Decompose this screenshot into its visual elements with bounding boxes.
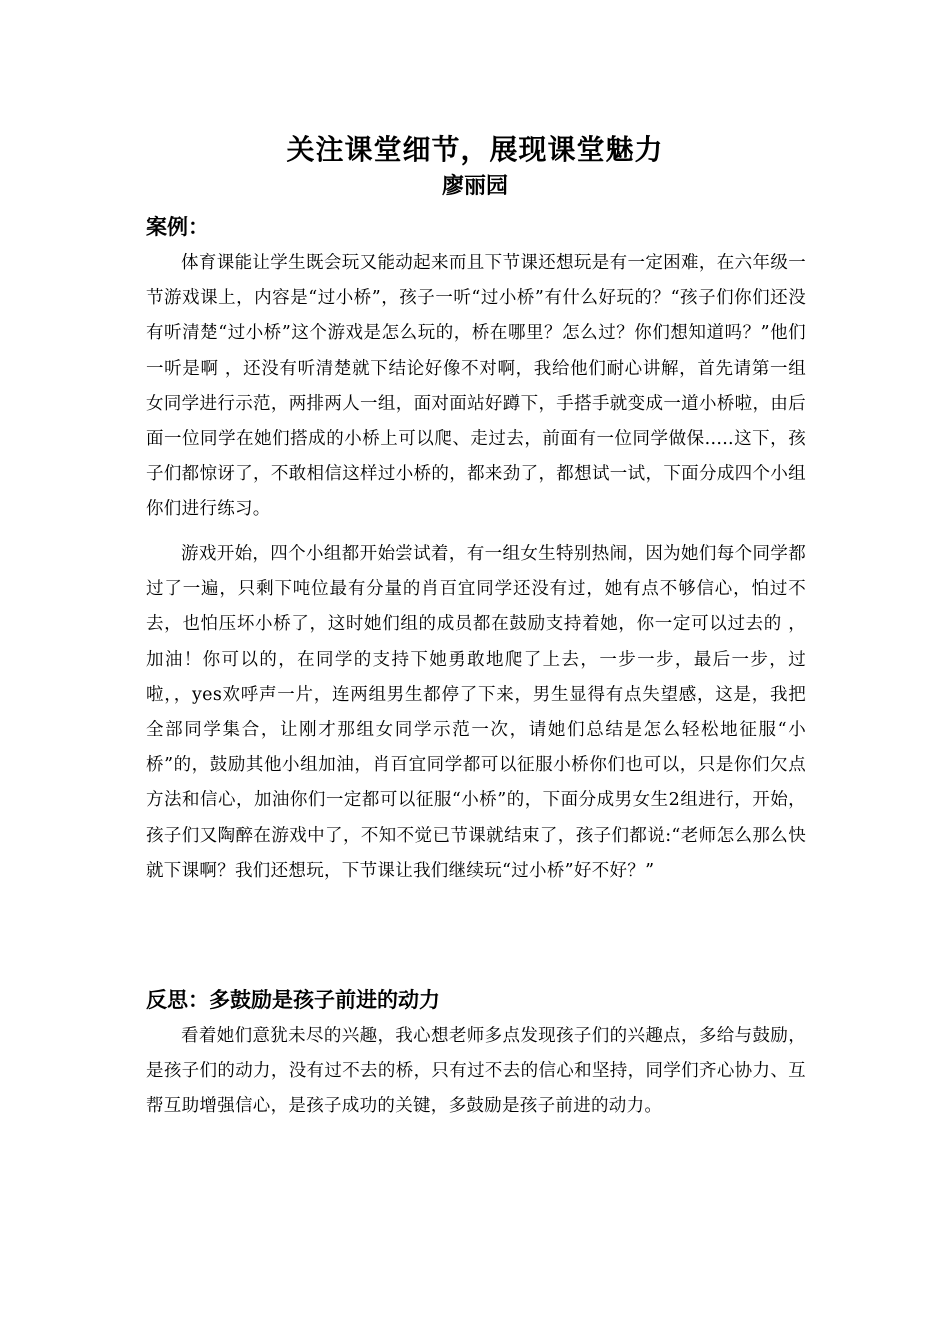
reflection-heading: 反思：多鼓励是孩子前进的动力 bbox=[146, 988, 440, 1012]
reflection-paragraph: 看着她们意犹未尽的兴趣，我心想老师多点发现孩子们的兴趣点，多给与鼓励，是孩子们的动力，没有过不去的桥，只有过不去的信心和坚持，同学们齐心协力、互帮互助增强信心，是孩子成功的关键，多鼓励是孩子前进的动力。 bbox=[146, 1026, 806, 1117]
case-paragraph-1: 体育课能让学生既会玩又能动起来而且下节课还想玩是有一定困难，在六年级一节游戏课上，内容是“过小桥”，孩子一听“过小桥”有什么好玩的？“孩子们你们还没有听清楚“过小桥”这个游戏是怎么玩的，桥在哪里？怎么过？你们想知道吗？”他们一听是啊 ，还没有听清楚就下结论好像不对啊，我给他们耐心讲解，首先请第一组女同学进行示范，两排两人一组，面对面站好蹲下，手搭手就变成一道小桥啦，由后面一位同学在她们搭成的小桥上可以爬、走过去，前面有一位同学做保.....这下，孩子们都惊讶了，不敢相信这样过小桥的，都来劲了，都想试一试，下面分成四个小组你们进行练习。 bbox=[146, 253, 806, 520]
case-heading: 案例： bbox=[146, 215, 209, 239]
case-paragraph-2: 游戏开始，四个小组都开始尝试着，有一组女生特别热闹，因为她们每个同学都过了一遍，只剩下吨位最有分量的肖百宜同学还没有过，她有点不够信心，怕过不去，也怕压坏小桥了，这时她们组的成员都在鼓励支持着她，你一定可以过去的 ，加油！你可以的，在同学的支持下她勇敢地爬了上去，一步一步，最后一步，过啦，，yes欢呼声一片，连两组男生都停了下来，男生显得有点失望感，这是，我把全部同学集合，让刚才那组女同学示范一次，请她们总结是怎么轻松地征服“小桥”的，鼓励其他小组加油，肖百宜同学都可以征服小桥你们也可以，只是你们欠点方法和信心，加油你们一定都可以征服“小桥”的，下面分成男女生2组进行，开始，孩子们又陶醉在游戏中了，不知不觉已节课就结束了，孩子们都说:“老师怎么那么快就下课啊？我们还想玩，下节课让我们继续玩“过小桥”好不好？” bbox=[146, 544, 806, 881]
document-title: 关注课堂细节，展现课堂魅力 bbox=[286, 133, 664, 166]
author-name: 廖丽园 bbox=[441, 174, 508, 199]
